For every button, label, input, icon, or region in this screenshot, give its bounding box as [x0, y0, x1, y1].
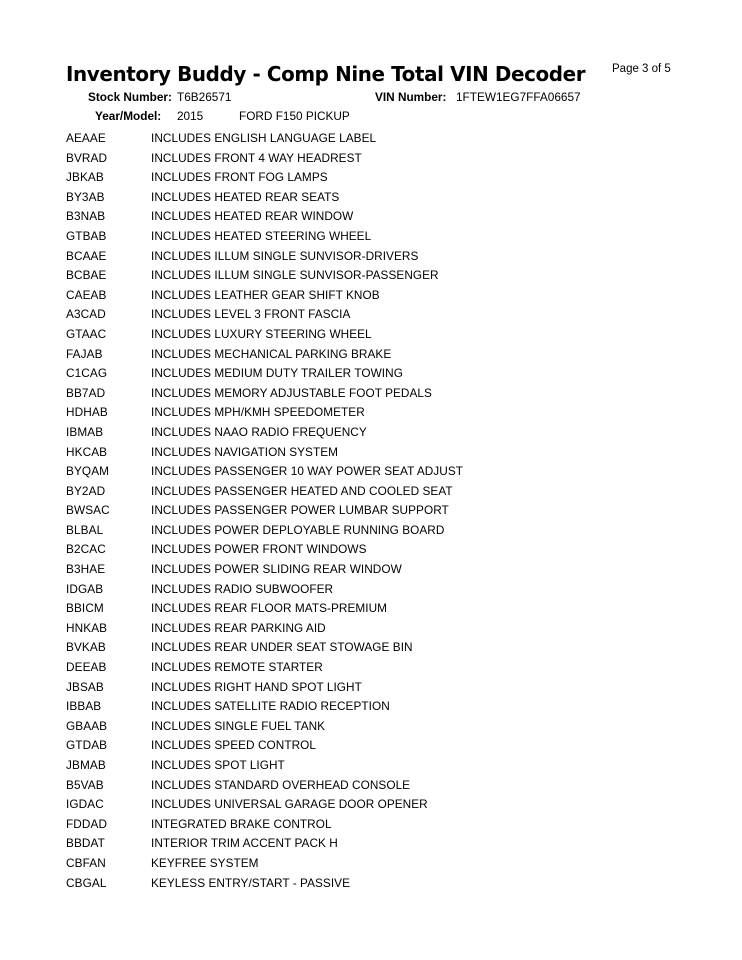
option-description: INCLUDES REAR PARKING AID [151, 620, 326, 635]
option-row [0, 680, 742, 700]
option-code: BBICM [66, 601, 104, 616]
option-code: DEEAB [66, 660, 107, 675]
option-row [0, 876, 742, 896]
option-row [0, 562, 742, 582]
option-code: IGDAC [66, 797, 104, 812]
option-description: KEYLESS ENTRY/START - PASSIVE [151, 875, 351, 890]
option-code: B3HAE [66, 562, 106, 577]
option-code: FDDAD [66, 816, 108, 831]
option-row [0, 582, 742, 602]
option-code: HNKAB [66, 620, 108, 635]
vin-number-value: 1FTEW1EG7FFA06657 [456, 90, 581, 104]
option-code: CBFAN [66, 855, 106, 870]
option-row [0, 660, 742, 680]
option-code: BCAAE [66, 248, 107, 263]
option-row [0, 817, 742, 837]
option-code: BWSAC [66, 503, 110, 518]
option-code: IBBAB [66, 699, 102, 714]
year-value: 2015 [177, 109, 204, 123]
year-model-label: Year/Model: [95, 109, 162, 123]
option-code: IBMAB [66, 424, 104, 439]
option-code: GTBAB [66, 228, 107, 243]
option-code: JBSAB [66, 679, 104, 694]
option-description: INCLUDES HEATED REAR SEATS [151, 189, 340, 204]
option-description: INCLUDES STANDARD OVERHEAD CONSOLE [151, 777, 411, 792]
meta-line-stock-vin [0, 90, 742, 109]
option-row [0, 307, 742, 327]
option-row [0, 190, 742, 210]
option-code: CAEAB [66, 287, 107, 302]
option-row [0, 797, 742, 817]
option-row [0, 836, 742, 856]
option-row [0, 131, 742, 151]
option-code: BVRAD [66, 150, 108, 165]
option-row [0, 151, 742, 171]
option-description: INCLUDES HEATED STEERING WHEEL [151, 228, 372, 243]
option-code: GBAAB [66, 718, 108, 733]
option-row [0, 738, 742, 758]
option-code: C1CAG [66, 366, 108, 381]
option-code: JBKAB [66, 170, 104, 185]
option-description: INCLUDES RADIO SUBWOOFER [151, 581, 334, 596]
page-number-indicator: Page 3 of 5 [612, 63, 671, 75]
option-row [0, 601, 742, 621]
option-code: GTDAB [66, 738, 108, 753]
option-description: INCLUDES MPH/KMH SPEEDOMETER [151, 405, 365, 420]
option-row [0, 209, 742, 229]
option-code-list [0, 131, 742, 895]
option-description: INCLUDES FRONT 4 WAY HEADREST [151, 150, 362, 165]
option-description: INCLUDES LUXURY STEERING WHEEL [151, 326, 372, 341]
option-description: INCLUDES PASSENGER 10 WAY POWER SEAT ADJUST [151, 464, 464, 479]
option-code: IDGAB [66, 581, 104, 596]
option-description: INCLUDES ENGLISH LANGUAGE LABEL [151, 131, 377, 145]
option-code: B5VAB [66, 777, 104, 792]
option-code: BY2AD [66, 483, 106, 498]
option-code: GTAAC [66, 326, 107, 341]
option-code: BB7AD [66, 385, 106, 400]
option-code: FAJAB [66, 346, 103, 361]
option-row [0, 445, 742, 465]
option-row [0, 327, 742, 347]
option-row [0, 366, 742, 386]
option-description: INTERIOR TRIM ACCENT PACK H [151, 836, 338, 851]
option-description: INTEGRATED BRAKE CONTROL [151, 816, 332, 831]
option-description: INCLUDES SINGLE FUEL TANK [151, 718, 326, 733]
option-row [0, 778, 742, 798]
model-value: FORD F150 PICKUP [239, 109, 350, 123]
option-description: INCLUDES REMOTE STARTER [151, 660, 323, 675]
option-code: HDHAB [66, 405, 108, 420]
option-row [0, 484, 742, 504]
option-description: INCLUDES PASSENGER POWER LUMBAR SUPPORT [151, 503, 449, 518]
option-code: BY3AB [66, 189, 105, 204]
option-description: INCLUDES SPOT LIGHT [151, 758, 285, 772]
option-code: BBDAT [66, 836, 105, 851]
option-code: BYQAM [66, 464, 110, 479]
option-description: INCLUDES MEDIUM DUTY TRAILER TOWING [151, 366, 403, 381]
option-row [0, 640, 742, 660]
option-row [0, 503, 742, 523]
option-description: INCLUDES UNIVERSAL GARAGE DOOR OPENER [151, 797, 428, 812]
option-row [0, 621, 742, 641]
option-description: INCLUDES LEATHER GEAR SHIFT KNOB [151, 287, 380, 302]
option-description: INCLUDES LEVEL 3 FRONT FASCIA [151, 307, 351, 322]
option-row [0, 542, 742, 562]
option-description: INCLUDES SATELLITE RADIO RECEPTION [151, 699, 390, 714]
option-description: INCLUDES HEATED REAR WINDOW [151, 209, 354, 224]
page-title: Inventory Buddy - Comp Nine Total VIN Decoder [66, 62, 586, 86]
option-description: INCLUDES RIGHT HAND SPOT LIGHT [151, 679, 362, 694]
stock-number-label: Stock Number: [88, 90, 172, 104]
option-row [0, 523, 742, 543]
option-description: INCLUDES MECHANICAL PARKING BRAKE [151, 346, 392, 361]
option-row [0, 758, 742, 778]
option-description: INCLUDES REAR UNDER SEAT STOWAGE BIN [151, 640, 413, 655]
option-row [0, 425, 742, 445]
vehicle-meta-block [0, 90, 742, 128]
option-row [0, 170, 742, 190]
option-description: INCLUDES PASSENGER HEATED AND COOLED SEAT [151, 483, 453, 498]
option-code: BLBAL [66, 522, 104, 537]
option-row [0, 268, 742, 288]
meta-line-year-model [0, 109, 742, 128]
option-description: INCLUDES POWER SLIDING REAR WINDOW [151, 562, 402, 577]
option-description: INCLUDES POWER DEPLOYABLE RUNNING BOARD [151, 522, 445, 537]
option-row [0, 288, 742, 308]
option-description: INCLUDES NAVIGATION SYSTEM [151, 444, 339, 459]
option-description: KEYFREE SYSTEM [151, 855, 259, 870]
option-row [0, 856, 742, 876]
option-description: INCLUDES NAAO RADIO FREQUENCY [151, 424, 367, 439]
option-code: JBMAB [66, 758, 106, 772]
option-code: AEAAE [66, 131, 106, 145]
vin-number-label: VIN Number: [375, 90, 447, 104]
option-code: BCBAE [66, 268, 107, 283]
option-row [0, 229, 742, 249]
option-row [0, 249, 742, 269]
option-description: INCLUDES ILLUM SINGLE SUNVISOR-DRIVERS [151, 248, 419, 263]
option-row [0, 719, 742, 739]
option-row [0, 405, 742, 425]
option-row [0, 386, 742, 406]
option-code: HKCAB [66, 444, 108, 459]
option-description: INCLUDES FRONT FOG LAMPS [151, 170, 328, 185]
option-code: B2CAC [66, 542, 106, 557]
option-row [0, 699, 742, 719]
option-description: INCLUDES ILLUM SINGLE SUNVISOR-PASSENGER [151, 268, 439, 283]
option-description: INCLUDES REAR FLOOR MATS-PREMIUM [151, 601, 388, 616]
option-code: CBGAL [66, 875, 107, 890]
option-description: INCLUDES SPEED CONTROL [151, 738, 316, 753]
option-code: BVKAB [66, 640, 106, 655]
option-code: B3NAB [66, 209, 106, 224]
stock-number-value: T6B26571 [177, 90, 232, 104]
option-description: INCLUDES MEMORY ADJUSTABLE FOOT PEDALS [151, 385, 432, 400]
option-row [0, 347, 742, 367]
option-description: INCLUDES POWER FRONT WINDOWS [151, 542, 367, 557]
title-row [66, 62, 706, 86]
option-row [0, 464, 742, 484]
option-code: A3CAD [66, 307, 106, 322]
